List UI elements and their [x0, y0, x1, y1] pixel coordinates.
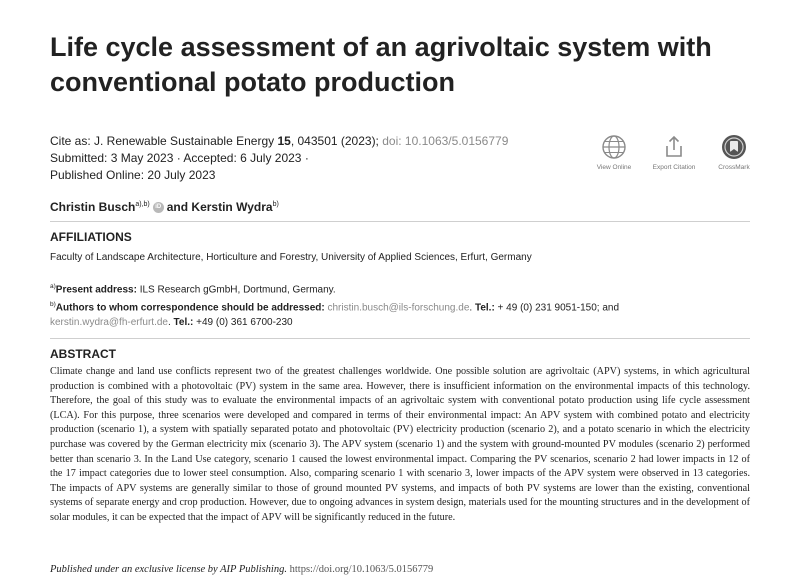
divider — [50, 338, 750, 339]
export-citation-label: Export Citation — [652, 164, 696, 171]
crossmark-icon — [721, 134, 747, 160]
export-icon — [661, 134, 687, 160]
tel-label: Tel.: — [173, 316, 194, 328]
view-online-label: View Online — [596, 164, 632, 171]
view-online-button[interactable] — [584, 134, 644, 171]
export-citation-button[interactable] — [644, 134, 704, 171]
license-text: Published under an exclusive license by AIP Publishing. — [50, 564, 287, 575]
author1-affil-marker: a),b) — [135, 201, 150, 208]
author-kerstin-wydra[interactable]: and Kerstin Wydra — [166, 200, 273, 214]
present-address-note — [50, 280, 750, 298]
email-link-wydra[interactable]: kerstin.wydra@fh-erfurt.de — [50, 316, 168, 328]
cite-line — [50, 133, 508, 150]
globe-icon — [601, 134, 627, 160]
author-christin-busch[interactable]: Christin Busch — [50, 200, 136, 214]
present-address-label: Present address: — [55, 284, 137, 296]
crossmark-button[interactable] — [704, 134, 764, 171]
article-title: Life cycle assessment of an agrivoltaic system with conventional potato production — [50, 32, 712, 97]
tel-label: Tel.: — [474, 302, 495, 314]
author-notes — [50, 280, 750, 330]
email-link-busch[interactable]: christin.busch@ils-forschung.de — [327, 302, 470, 314]
article-toolbar — [584, 134, 764, 176]
doi-link[interactable]: doi: 10.1063/5.0156779 — [382, 134, 509, 148]
author2-affil-marker: b) — [272, 201, 279, 208]
published-line: Published Online: 20 July 2023 — [50, 168, 216, 182]
crossmark-label: CrossMark — [718, 164, 750, 171]
doi-footer-link[interactable]: https://doi.org/10.1063/5.0156779 — [289, 564, 434, 575]
correspondence-note: $^{b)}$Authors to whom correspondence should be addressed: christin.busch@ils-forschung.de. Tel.: + 49 (0) 231 9051-150; and kerstin.wydra@fh-erfurt.de. Tel.: +49 (0) 361 6700-230 — [50, 300, 620, 328]
correspondence-label: Authors to whom correspondence should be addressed: — [55, 302, 325, 314]
abstract-heading: ABSTRACT — [50, 347, 116, 361]
cite-prefix: Cite as: J. Renewable Sustainable Energy — [50, 134, 278, 148]
present-address-text: ILS Research gGmbH, Dortmund, Germany. — [136, 284, 336, 296]
orcid-icon[interactable]: iD — [153, 202, 164, 213]
abstract-text: Climate change and land use conflicts represent two of the greatest challenges worldwide. One possible solution are agrivoltaic (APV) systems, in which agricultural production is combined with a photovoltaic (PV) system in the same area. However, there is insufficient information on the environmental impacts of this technology. Therefore, the goal of this study was to evaluate the environmental impacts of an agrivoltaic system with conventional potato production using life cycle assessment (LCA). For this purpose, three scenarios were developed and compared in terms of their environmental impact: An APV system with combined potato and electricity production (scenario 1), a system with spatially separated potato and photovoltaic (PV) electricity production (scenario 2), and a potato scenario in which the electricity purchase was covered by the German electricity mix (scenario 3). The APV system (scenario 1) and the system with ground-mounted PV modules (scenario 2) performed better than scenario 3. In the Land Use category, scenario 1 caused the lowest environmental impact. Comparing the PV scenarios, scenario 2 had lower impacts in 12 of the 17 impact categories due to lower steel consumption. Also, comparing scenario 1 with scenario 3, lower impacts of the APV system were observed in 13 categories. The impacts of APV systems are generally similar to those of ground mounted PV systems, and impacts of both PV systems are lower than the existing, conventional systems of separate energy and crop production. However, due to ongoing advances in system design, materials used for the mounting structures and in the development of solar modules, it can be expected that the impact of APV will be significantly reduced in the future. — [50, 366, 750, 523]
citation-block — [50, 133, 508, 184]
cite-volume: 15 — [277, 134, 291, 148]
license-footer — [50, 564, 433, 575]
submitted-line: Submitted: 3 May 2023 · Accepted: 6 July 2023 · — [50, 151, 309, 165]
affiliations-heading: AFFILIATIONS — [50, 230, 132, 244]
affiliation-text: Faculty of Landscape Architecture, Horticulture and Forestry, University of Applied Sciences, Erfurt, Germany — [50, 252, 532, 263]
tel-wydra: +49 (0) 361 6700-230 — [193, 316, 293, 328]
tel-busch: + 49 (0) 231 9051-150; and — [494, 302, 620, 314]
note-b-marker: b) — [50, 300, 56, 308]
cite-pages: , 043501 (2023); — [290, 134, 379, 148]
note-a-marker: a) — [50, 283, 56, 290]
divider — [50, 221, 750, 222]
author-list — [50, 200, 279, 214]
